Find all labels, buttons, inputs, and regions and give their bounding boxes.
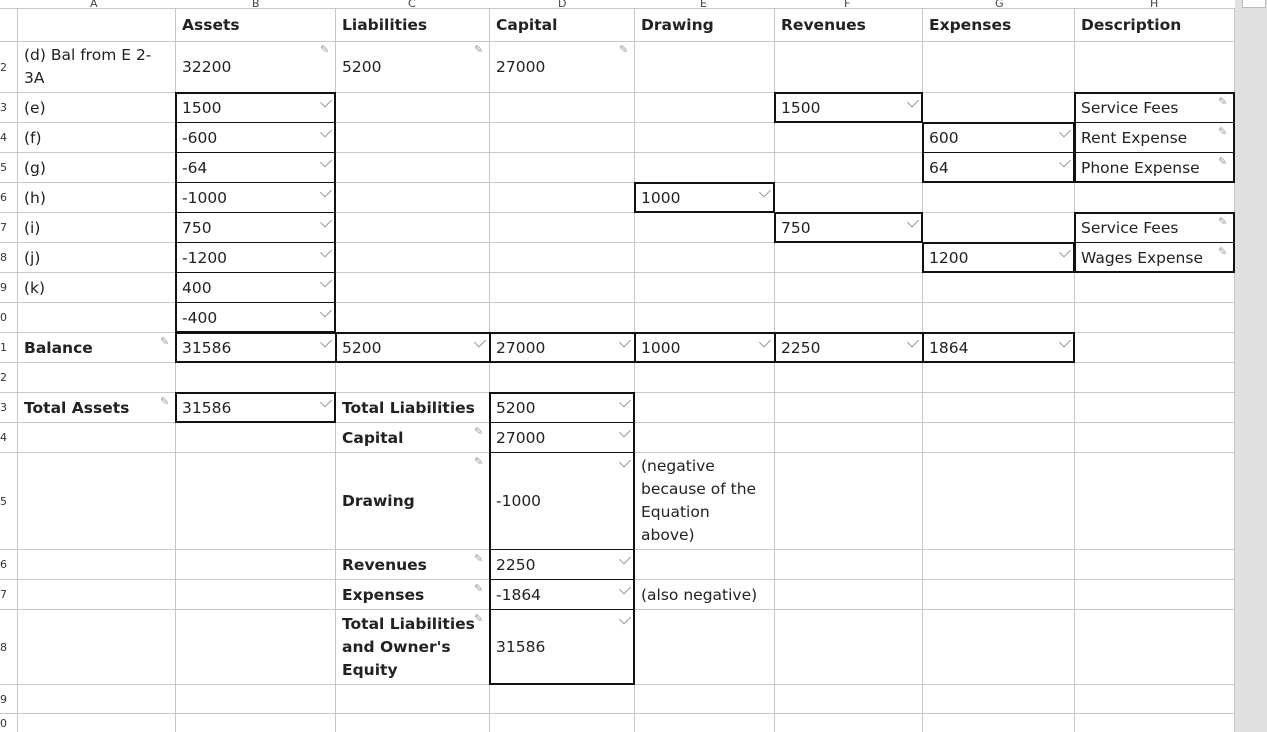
row-label-d[interactable]: (d) Bal from E 2-3A bbox=[24, 46, 152, 87]
row-label-g[interactable]: (g) bbox=[24, 158, 46, 177]
pin-icon: ✎ bbox=[1218, 125, 1228, 138]
row-number[interactable]: 1 bbox=[0, 341, 7, 354]
cell-expenses-balance[interactable]: 1864 bbox=[929, 338, 969, 357]
cell-assets-d[interactable]: 32200 bbox=[182, 58, 232, 76]
drawing-value[interactable]: -1000 bbox=[496, 492, 542, 510]
capital-label[interactable]: Capital bbox=[342, 428, 404, 447]
header-description[interactable]: Description bbox=[1081, 16, 1182, 34]
cell-revenues-e[interactable]: 1500 bbox=[781, 98, 821, 117]
pin-icon: ✎ bbox=[474, 455, 484, 468]
expenses-label[interactable]: Expenses bbox=[342, 585, 425, 604]
total-liabilities-label[interactable]: Total Liabilities bbox=[342, 398, 475, 417]
total-le-label[interactable]: Total Liabilities and Owner's Equity bbox=[342, 614, 475, 679]
add-sheet-tab-icon[interactable] bbox=[1242, 0, 1266, 8]
cell-description-j[interactable]: Wages Expense bbox=[1081, 248, 1203, 267]
pin-icon: ✎ bbox=[1218, 95, 1228, 108]
pin-icon: ✎ bbox=[1218, 245, 1228, 258]
col-header-f[interactable]: F bbox=[844, 0, 851, 8]
row-label-j[interactable]: (j) bbox=[24, 248, 41, 267]
cell-revenues-i[interactable]: 750 bbox=[781, 218, 811, 237]
pin-icon: ✎ bbox=[160, 395, 170, 408]
pin-icon: ✎ bbox=[474, 43, 484, 56]
row-label-i[interactable]: (i) bbox=[24, 218, 41, 237]
cell-capital-d[interactable]: 27000 bbox=[496, 58, 546, 76]
scroll-strip bbox=[1235, 0, 1267, 732]
pin-icon: ✎ bbox=[160, 335, 170, 348]
col-header-c[interactable]: C bbox=[408, 0, 416, 8]
col-header-g[interactable]: G bbox=[995, 0, 1004, 8]
pin-icon: ✎ bbox=[474, 582, 484, 595]
cell-assets-g[interactable]: -64 bbox=[182, 158, 208, 177]
cell-drawing-h[interactable]: 1000 bbox=[641, 188, 681, 207]
pin-icon: ✎ bbox=[474, 552, 484, 565]
header-capital[interactable]: Capital bbox=[496, 16, 558, 34]
row-number[interactable]: 6 bbox=[0, 191, 7, 204]
cell-description-f[interactable]: Rent Expense bbox=[1081, 128, 1188, 147]
pin-icon: ✎ bbox=[619, 43, 629, 56]
pin-icon: ✎ bbox=[474, 425, 484, 438]
row-number[interactable]: 3 bbox=[0, 101, 7, 114]
row-number[interactable]: 5 bbox=[0, 161, 7, 174]
total-le-value[interactable]: 31586 bbox=[496, 638, 546, 656]
col-header-h[interactable]: H bbox=[1150, 0, 1159, 8]
cell-expenses-f[interactable]: 600 bbox=[929, 128, 959, 147]
col-header-d[interactable]: D bbox=[558, 0, 567, 8]
cell-assets-f[interactable]: -600 bbox=[182, 128, 218, 147]
cell-assets-e[interactable]: 1500 bbox=[182, 98, 222, 117]
cell-liabilities-d[interactable]: 5200 bbox=[342, 58, 382, 76]
row-number[interactable]: 4 bbox=[0, 431, 7, 444]
row-number[interactable]: 7 bbox=[0, 588, 7, 601]
row-number[interactable]: 2 bbox=[0, 371, 7, 384]
header-drawing[interactable]: Drawing bbox=[641, 16, 714, 34]
cell-expenses-j[interactable]: 1200 bbox=[929, 248, 969, 267]
drawing-note[interactable]: (negative because of the Equation above) bbox=[641, 457, 757, 544]
cell-assets-balance[interactable]: 31586 bbox=[182, 338, 232, 357]
pin-icon: ✎ bbox=[320, 43, 330, 56]
row-number[interactable]: 4 bbox=[0, 131, 7, 144]
col-header-b[interactable]: B bbox=[252, 0, 260, 8]
row-label-h[interactable]: (h) bbox=[24, 188, 46, 207]
row-number[interactable]: 8 bbox=[0, 640, 7, 654]
cell-assets-j[interactable]: -1200 bbox=[182, 248, 228, 267]
total-liabilities-value[interactable]: 5200 bbox=[496, 398, 536, 417]
row-label-e[interactable]: (e) bbox=[24, 98, 46, 117]
header-expenses[interactable]: Expenses bbox=[929, 16, 1012, 34]
row-number[interactable]: 9 bbox=[0, 281, 7, 294]
capital-value[interactable]: 27000 bbox=[496, 428, 546, 447]
header-liabilities[interactable]: Liabilities bbox=[342, 16, 428, 34]
row-label-f[interactable]: (f) bbox=[24, 128, 42, 147]
row-number[interactable]: 8 bbox=[0, 251, 7, 264]
row-number[interactable]: 3 bbox=[0, 401, 7, 414]
cell-assets-i[interactable]: 750 bbox=[182, 218, 212, 237]
cell-drawing-balance[interactable]: 1000 bbox=[641, 338, 681, 357]
pin-icon: ✎ bbox=[474, 612, 484, 625]
expenses-value[interactable]: -1864 bbox=[496, 585, 542, 604]
cell-revenues-balance[interactable]: 2250 bbox=[781, 338, 821, 357]
expenses-note[interactable]: (also negative) bbox=[641, 585, 758, 604]
cell-description-g[interactable]: Phone Expense bbox=[1081, 158, 1200, 177]
row-number[interactable]: 5 bbox=[0, 494, 7, 508]
cell-description-i[interactable]: Service Fees bbox=[1081, 218, 1179, 237]
col-header-e[interactable]: E bbox=[700, 0, 707, 8]
col-header-a[interactable]: A bbox=[90, 0, 98, 8]
cell-assets-k[interactable]: 400 bbox=[182, 278, 212, 297]
pin-icon: ✎ bbox=[1218, 155, 1228, 168]
cell-assets-h[interactable]: -1000 bbox=[182, 188, 228, 207]
cell-capital-balance[interactable]: 27000 bbox=[496, 338, 546, 357]
revenues-label[interactable]: Revenues bbox=[342, 555, 427, 574]
total-assets-label[interactable]: Total Assets bbox=[24, 398, 130, 417]
pin-icon: ✎ bbox=[1218, 215, 1228, 228]
header-revenues[interactable]: Revenues bbox=[781, 16, 866, 34]
row-number[interactable]: 6 bbox=[0, 558, 7, 571]
row-number[interactable]: 0 bbox=[0, 716, 7, 730]
row-number[interactable]: 7 bbox=[0, 221, 7, 234]
cell-expenses-g[interactable]: 64 bbox=[929, 158, 949, 177]
row-label-k[interactable]: (k) bbox=[24, 278, 46, 297]
row-number[interactable]: 2 bbox=[0, 60, 7, 74]
cell-assets-k2[interactable]: -400 bbox=[182, 308, 218, 327]
revenues-value[interactable]: 2250 bbox=[496, 555, 536, 574]
row-number[interactable]: 9 bbox=[0, 692, 7, 706]
cell-liabilities-balance[interactable]: 5200 bbox=[342, 338, 382, 357]
total-assets-value[interactable]: 31586 bbox=[182, 398, 232, 417]
header-assets[interactable]: Assets bbox=[182, 16, 240, 34]
row-number[interactable]: 0 bbox=[0, 311, 7, 324]
cell-description-e[interactable]: Service Fees bbox=[1081, 98, 1179, 117]
row-label-balance[interactable]: Balance bbox=[24, 338, 93, 357]
drawing-label[interactable]: Drawing bbox=[342, 492, 415, 510]
